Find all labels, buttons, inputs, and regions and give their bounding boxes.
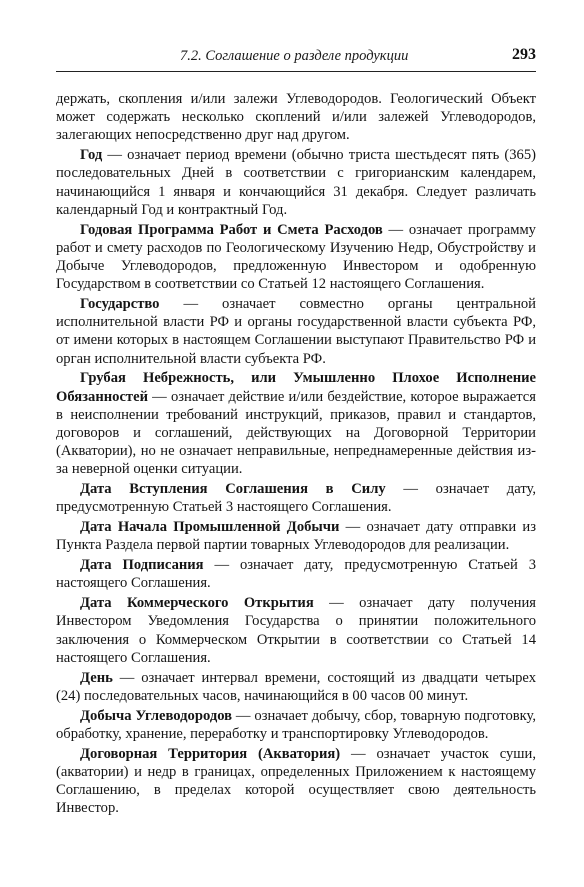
definition-term: Дата Подписания — [80, 557, 204, 574]
definition-text: — означает добычу, сбор, товарную подготовку, обработку, хранение, переработку и транспортировку Углеводородов. — [56, 707, 536, 742]
page-body — [56, 90, 536, 819]
page-number: 293 — [512, 46, 536, 63]
definition-day — [56, 669, 536, 705]
definition-text: — означает участок суши, (акватории) и недр в границах, определенных Приложением к настоящему Соглашению, в пределах которой осуществляет свою деятельность Инвестор. — [56, 745, 536, 817]
definition-text: — означает дату, предусмотренную Статьей 3 настоящего Соглашения. — [56, 481, 536, 516]
definition-term: Договорная Территория (Акватория) — [80, 745, 341, 762]
definition-term: Дата Начала Промышленной Добычи — [80, 519, 340, 536]
definition-effective-date — [56, 480, 536, 516]
definition-text: — означает действие и/или бездействие, которое выражается в неисполнении требований инструкций, приказов, правил и стандартов, договоров и соглашений, действующих на Договорной Территории (Акватории), но не означает неправильные, непреднамеренные действия из-за неверной оценки ситуации. — [56, 388, 536, 478]
header-rule — [56, 71, 536, 72]
definition-text: — означает дату отправки из Пункта Раздела первой партии товарных Углеводородов для реализации. — [56, 519, 536, 554]
definition-god — [56, 146, 536, 219]
definition-term: Дата Коммерческого Открытия — [80, 595, 314, 612]
definition-annual-program — [56, 221, 536, 294]
page-header — [56, 46, 536, 70]
definition-hydrocarbon-production — [56, 707, 536, 743]
definition-text: — означает совместно органы центральной исполнительной власти РФ и органы государственной власти субъекта РФ, от имени которых в настоящем Соглашении выступают Правительство РФ и орган исполнительной власти субъекта РФ. — [56, 296, 536, 367]
definition-signing-date — [56, 556, 536, 592]
definition-production-start-date — [56, 518, 536, 554]
definition-term: Государство — [80, 296, 160, 313]
definition-term: Добыча Углеводородов — [80, 707, 233, 724]
definition-text: — означает дату получения Инвестором Уведомления Государства о принятии положительного заключения о Коммерческом Открытии в соответствии со Статьей 14 настоящего Соглашения. — [56, 595, 536, 666]
definition-commercial-discovery-date — [56, 594, 536, 667]
definition-term: День — [80, 669, 113, 686]
paragraph-text: держать, скопления и/или залежи Углеводородов. Геологический Объект может содержать несколько скоплений и/или залежей Углеводородов, залегающих непосредственно друг над другом. — [56, 91, 536, 144]
running-head: 7.2. Соглашение о разделе продукции — [180, 48, 409, 64]
definition-term: Год — [80, 147, 103, 164]
definition-term: Грубая Небрежность, или Умышленно Плохое Исполнение Обязанностей — [56, 370, 536, 405]
definition-gross-negligence — [56, 369, 536, 478]
definition-text: — означает интервал времени, состоящий из двадцати четырех (24) последовательных часов, начинающийся в 00 часов 00 минут. — [56, 669, 536, 704]
definition-text: — означает дату, предусмотренную Статьей 3 настоящего Соглашения. — [56, 557, 536, 592]
definition-contract-territory — [56, 745, 536, 818]
definition-text: — означает период времени (обычно триста шестьдесят пять (365) последовательных Дней в соответствии с григорианским календарем, начинающийся 1 января и кончающийся 31 декабря. Следует различать календарный Год и контрактный Год. — [56, 147, 536, 218]
definition-term: Дата Вступления Соглашения в Силу — [80, 481, 386, 498]
definition-text: — означает программу работ и смету расходов по Геологическому Изучению Недр, Обустройству и Добыче Углеводородов, предложенную Инвестором и одобренную Государством в соответствии со Статьей 12 настоящего Соглашения. — [56, 221, 536, 293]
paragraph-continuation — [56, 90, 536, 145]
definition-state — [56, 295, 536, 368]
definition-term: Годовая Программа Работ и Смета Расходов — [80, 221, 383, 238]
